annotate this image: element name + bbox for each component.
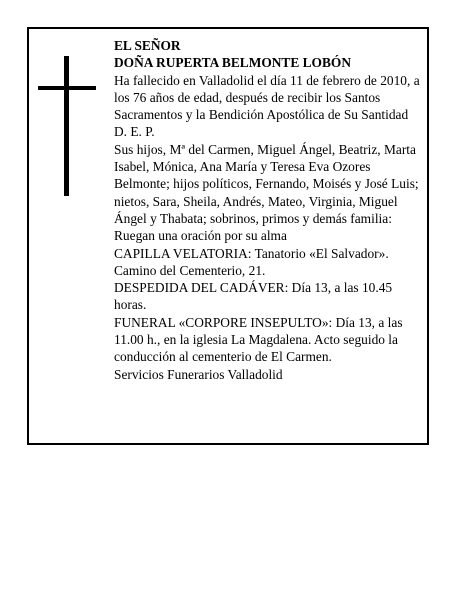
dep-abbreviation: D. E. P. <box>114 124 155 140</box>
cross-vertical-bar <box>64 56 69 196</box>
funeral-info: FUNERAL «CORPORE INSEPULTO»: Día 13, a las 11.00 h., en la iglesia La Magdalena. Acto seguido la conducción al cementerio de El Carmen. <box>114 314 403 365</box>
family-list: Sus hijos, Mª del Carmen, Miguel Ángel, Beatriz, Marta Isabel, Mónica, Ana María y Teresa Eva Ozores Belmonte; hijos políticos, Fernando, Moisés y José Luis; nietos, Sara, Sheila, Andrés, Mateo, Virginia, Miguel Ángel y Thabata; sobrinos, primos y demás familia: <box>114 141 419 226</box>
deceased-name: DOÑA RUPERTA BELMONTE LOBÓN <box>114 55 351 71</box>
cross-horizontal-bar <box>38 86 96 90</box>
obituary-text <box>114 37 420 383</box>
death-statement: Ha fallecido en Valladolid el día 11 de febrero de 2010, a los 76 años de edad, después de recibir los Santos Sacramentos y la Bendición Apostólica de Su Santidad <box>114 72 420 123</box>
chapel-info: CAPILLA VELATORIA: Tanatorio «El Salvador». Camino del Cementerio, 21. <box>114 245 389 278</box>
farewell-info: DESPEDIDA DEL CADÁVER: Día 13, a las 10.45 horas. <box>114 280 393 313</box>
prayer-request: Ruegan una oración por su alma <box>114 228 287 244</box>
honorific-heading: EL SEÑOR <box>114 38 181 53</box>
funeral-home: Servicios Funerarios Valladolid <box>114 366 283 382</box>
